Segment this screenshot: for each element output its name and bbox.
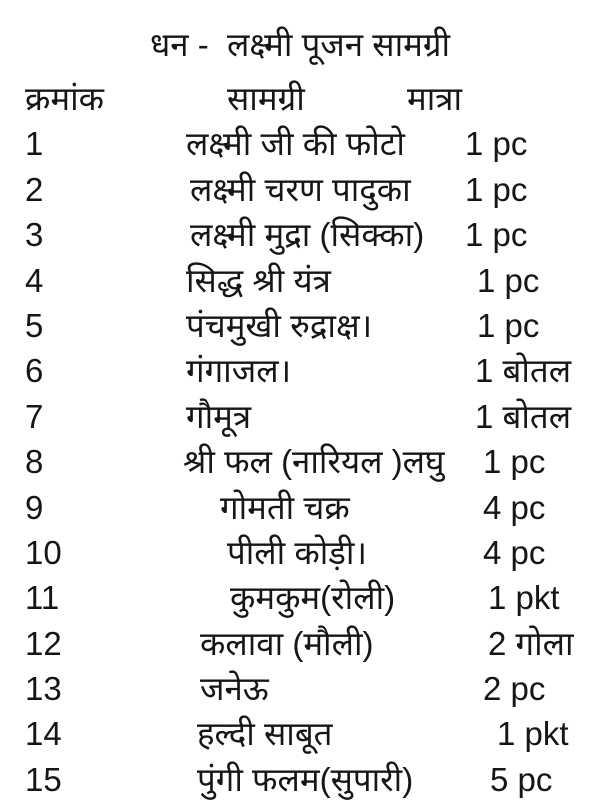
row-quantity: 1 pc — [465, 125, 528, 163]
table-row — [0, 621, 600, 666]
row-item: पंचमुखी रुद्राक्ष। — [186, 306, 373, 344]
row-serial: 8 — [25, 443, 44, 481]
row-quantity: 1 pkt — [497, 715, 569, 753]
table-row — [0, 439, 600, 484]
row-quantity: 4 pc — [483, 488, 546, 526]
row-quantity: 1 pc — [477, 261, 540, 299]
row-quantity: 1 pkt — [488, 579, 560, 617]
row-serial: 5 — [25, 306, 44, 344]
table-row — [0, 348, 600, 393]
table-row — [0, 711, 600, 756]
header-item: सामग्री — [227, 80, 305, 117]
row-item: गोमती चक्र — [220, 488, 350, 526]
row-serial: 6 — [25, 352, 44, 390]
table-row — [0, 121, 600, 166]
row-item: पीली कोड़ी। — [227, 533, 367, 571]
header-quantity: मात्रा — [407, 80, 463, 117]
row-item: श्री फल (नारियल )लघु — [183, 443, 445, 481]
page-title: धन - लक्ष्मी पूजन सामग्री — [149, 26, 451, 63]
row-quantity: 1 pc — [477, 306, 540, 344]
row-item: जनेऊ — [200, 670, 269, 708]
table-rows — [0, 121, 600, 802]
row-item: कुमकुम(रोली) — [230, 579, 396, 617]
row-quantity: 2 गोला — [488, 624, 574, 662]
row-item: गौमूत्र — [186, 397, 252, 435]
row-item: हल्दी साबूत — [197, 715, 333, 753]
row-serial: 10 — [25, 533, 62, 571]
table-row — [0, 212, 600, 257]
row-item: लक्ष्मी जी की फोटो — [186, 125, 405, 163]
table-row — [0, 575, 600, 620]
row-item: कलावा (मौली) — [200, 624, 374, 662]
table-row — [0, 530, 600, 575]
row-serial: 11 — [25, 579, 60, 617]
table-row — [0, 303, 600, 348]
row-item: पुंगी फलम(सुपारी) — [197, 760, 414, 798]
row-serial: 9 — [25, 488, 44, 526]
table-row — [0, 167, 600, 212]
table-row — [0, 394, 600, 439]
table-row — [0, 485, 600, 530]
row-quantity: 2 pc — [483, 670, 546, 708]
row-item: सिद्ध श्री यंत्र — [186, 261, 331, 299]
row-serial: 14 — [25, 715, 62, 753]
row-quantity: 1 pc — [465, 170, 528, 208]
row-serial: 2 — [25, 170, 44, 208]
row-quantity: 1 बोतल — [475, 352, 572, 390]
row-item: लक्ष्मी मुद्रा (सिक्का) — [190, 216, 425, 254]
header-row — [0, 76, 600, 121]
row-serial: 1 — [25, 125, 44, 163]
row-quantity: 5 pc — [490, 760, 553, 798]
header-serial: क्रमांक — [25, 80, 104, 117]
row-serial: 12 — [25, 624, 62, 662]
table-row — [0, 757, 600, 802]
row-serial: 13 — [25, 670, 62, 708]
row-item: गंगाजल। — [186, 352, 292, 390]
row-serial: 4 — [25, 261, 44, 299]
row-quantity: 1 बोतल — [475, 397, 572, 435]
row-item: लक्ष्मी चरण पादुका — [190, 170, 411, 208]
row-quantity: 4 pc — [483, 533, 546, 571]
row-quantity: 1 pc — [465, 216, 528, 254]
row-serial: 7 — [25, 397, 44, 435]
row-quantity: 1 pc — [483, 443, 546, 481]
table-row — [0, 666, 600, 711]
table-row — [0, 258, 600, 303]
row-serial: 15 — [25, 760, 62, 798]
row-serial: 3 — [25, 216, 44, 254]
